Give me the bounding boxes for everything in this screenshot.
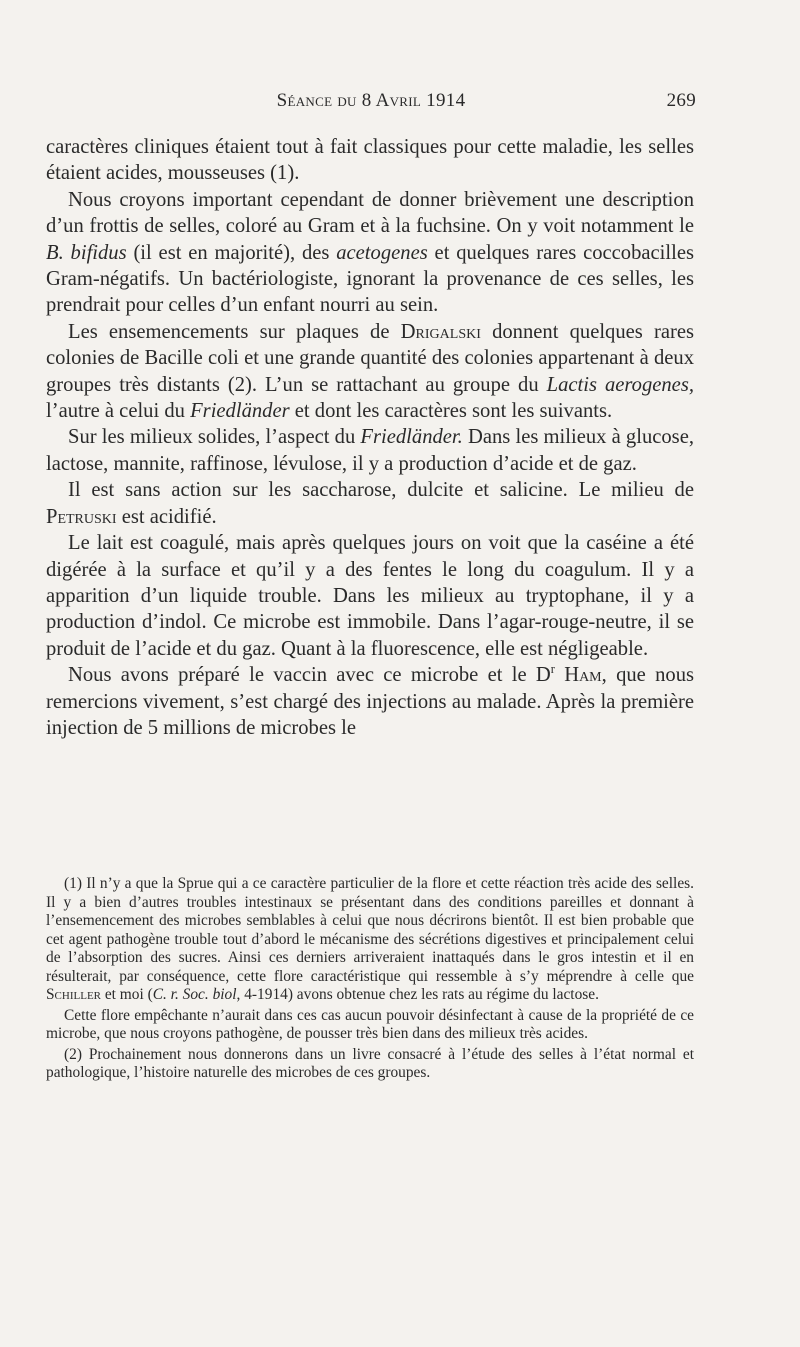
p7-superscript: r xyxy=(550,662,555,677)
fn1-text-c: et moi ( xyxy=(101,986,153,1003)
p7-space xyxy=(555,664,564,686)
p3-italic-friedlander: Friedländer xyxy=(190,400,290,423)
footnote-1 xyxy=(46,875,694,1005)
fn1-cont-text: Cette flore empêchante n’aurait dans ces cas aucun pouvoir désinfectant à cause de la propriété de ce microbe, que nous croyons pathogène, de pousser très bien dans des milieux très acides. xyxy=(46,1006,694,1042)
main-text xyxy=(46,134,694,741)
p3-text-e: l’autre à celui du xyxy=(46,400,191,423)
page-number: 269 xyxy=(666,90,696,111)
paragraph-5 xyxy=(46,477,694,530)
running-header xyxy=(46,90,696,120)
p5-name-petruski: Petruski xyxy=(46,505,117,528)
fn1-name-schiller: Schiller xyxy=(46,986,101,1003)
p4-text-c: Dans les milieux à glucose, lactose, mannite, raffinose, lévulose, il y a production d’acide et de gaz. xyxy=(46,426,694,475)
paragraph-6-text: Le lait est coagulé, mais après quelques jours on voit que la caséine a été digérée à la surface et qu’il y a des fentes le long du coagulum. Il y a apparition d’un liquide trouble. Dans les milieux au tryptophane, il y a production d’indol. Ce microbe est immobile. Dans l’agar-rouge-neutre, il se produit de l’acide et du gaz. Quant à la fluorescence, elle est négligeable. xyxy=(46,532,694,660)
p3-italic-lactis: Lactis aerogenes, xyxy=(546,373,694,396)
p7-text-a: Nous avons préparé le vaccin avec ce microbe et le D xyxy=(68,664,551,687)
p4-text-a: Sur les milieux solides, l’aspect du xyxy=(68,426,361,449)
p3-text-g: et dont les caractères sont les suivants. xyxy=(289,400,613,423)
p5-text-a: Il est sans action sur les saccharose, dulcite et salicine. Le milieu de xyxy=(68,479,694,502)
fn2-text: (2) Prochainement nous donnerons dans un livre consacré à l’étude des selles à l’état normal et pathologique, l’histoire naturelle des microbes de ces groupes. xyxy=(46,1045,694,1081)
footnote-1-continued xyxy=(46,1007,694,1044)
p3-text-a: Les ensemencements sur plaques de xyxy=(68,320,401,343)
fn1-text-e: , 4-1914) avons obtenue chez les rats au régime du lactose. xyxy=(236,986,599,1003)
paragraph-4 xyxy=(46,424,694,477)
p2-text-c: (il est en majorité), des xyxy=(126,241,337,264)
paragraph-7 xyxy=(46,662,694,741)
paragraph-1-text: caractères cliniques étaient tout à fait classiques pour cette maladie, les selles étaient acides, mousseuses (1). xyxy=(46,136,694,185)
paragraph-3 xyxy=(46,319,694,425)
paragraph-2 xyxy=(46,187,694,319)
p4-italic-friedlander: Friedländer. xyxy=(360,426,463,449)
p3-name-drigalski: Drigalski xyxy=(400,320,481,343)
fn1-text-a: (1) Il n’y a que la Sprue qui a ce caractère particulier de la flore et cette réaction très acide des selles. Il y a bien d’autres troubles intestinaux se présentant dans des conditions pareilles et donnant à l’ensemencement des microbes semblables à celui que nous décrirons bientôt. Il est bien probable que cet agent pathogène trouble tout d’abord le mécanisme des sécrétions digestives et principalement celui de l’absorption des sucres. Ainsi ces derniers arriveraient inattaqués dans le gros intestin et il en résulterait, par conséquence, cette flore caractéristique qui ressemble à s’y méprendre à celle que xyxy=(46,875,694,985)
p5-text-c: est acidifié. xyxy=(116,505,217,528)
p3-text-c: donnent quelques rares colonies de Bacille coli et une grande quantité des colonies appartenant à deux groupes très distants (2). L’un se rattachant au groupe du xyxy=(46,320,694,396)
p7-name-ham: Ham, xyxy=(564,664,607,687)
fn1-italic-citation: C. r. Soc. biol xyxy=(152,986,237,1003)
p2-italic-bifidus: B. bifidus xyxy=(46,241,127,264)
p7-text-e: que nous remercions vivement, s’est chargé des injections au malade. Après la première injection de 5 millions de microbes le xyxy=(46,664,695,739)
p2-text-e: et quelques rares coccobacilles Gram-négatifs. Un bactériologiste, ignorant la provenance de ces selles, les prendrait pour celles d’un enfant nourri au sein. xyxy=(46,241,694,317)
paragraph-1 xyxy=(46,134,694,187)
footnotes xyxy=(46,875,694,1083)
header-title: Séance du 8 Avril 1914 xyxy=(276,90,466,111)
p2-text-a: Nous croyons important cependant de donner brièvement une description d’un frottis de selles, coloré au Gram et à la fuchsine. On y voit notamment le xyxy=(46,188,694,238)
paragraph-6 xyxy=(46,530,694,662)
footnote-2 xyxy=(46,1046,694,1083)
p2-italic-acetogenes: acetogenes xyxy=(336,241,428,264)
